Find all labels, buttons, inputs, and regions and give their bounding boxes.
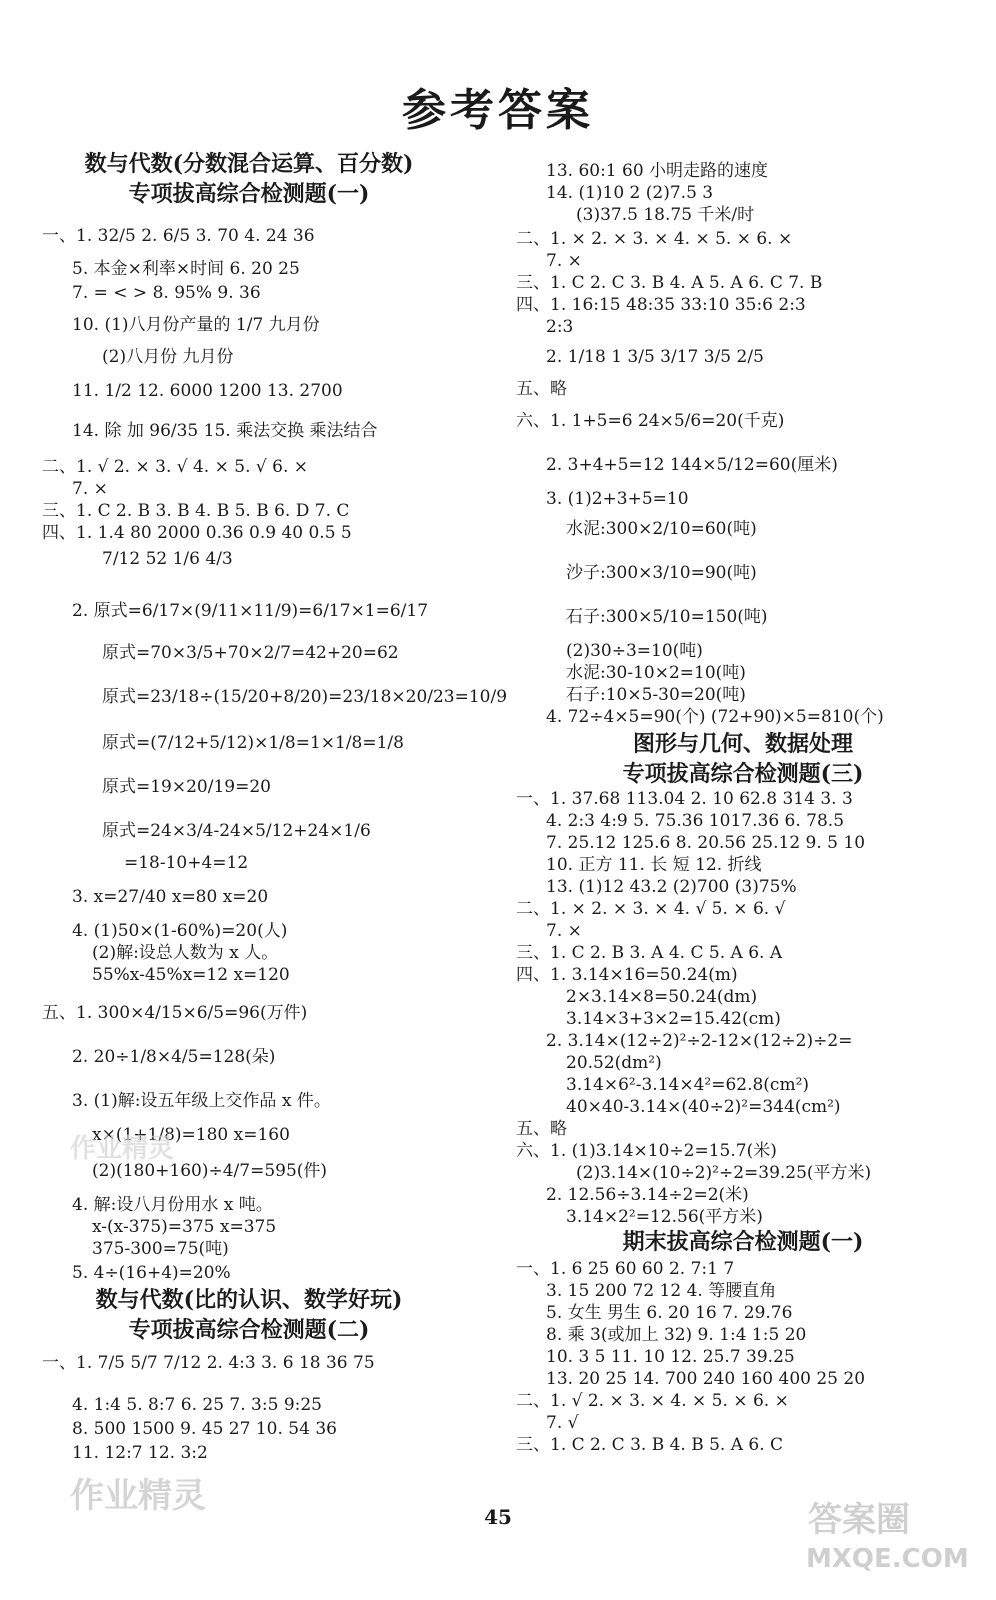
answer-line: 40×40-3.14×(40÷2)²=344(cm²) bbox=[566, 1097, 841, 1117]
answer-line: 14. 除 加 96/35 15. 乘法交换 乘法结合 bbox=[72, 421, 378, 441]
answer-line: 原式=24×3/4-24×5/12+24×1/6 bbox=[102, 821, 371, 841]
answer-line: 20.52(dm²) bbox=[566, 1053, 662, 1073]
answer-line: 一、1. 7/5 5/7 7/12 2. 4:3 3. 6 18 36 75 bbox=[42, 1353, 375, 1373]
answer-line: 沙子:300×3/10=90(吨) bbox=[566, 563, 757, 583]
answer-line: =18-10+4=12 bbox=[124, 853, 249, 873]
page-number: 45 bbox=[484, 1505, 512, 1529]
answer-line: 5. 本金×利率×时间 6. 20 25 bbox=[72, 259, 300, 279]
answer-line: 7/12 52 1/6 4/3 bbox=[102, 549, 233, 569]
answer-line: 4. 72÷4×5=90(个) (72+90)×5=810(个) bbox=[546, 707, 884, 727]
answer-line: 原式=70×3/5+70×2/7=42+20=62 bbox=[102, 643, 399, 663]
right-column bbox=[508, 0, 978, 1520]
answer-line: 13. (1)12 43.2 (2)700 (3)75% bbox=[546, 877, 797, 897]
answer-line: 8. 500 1500 9. 45 27 10. 54 36 bbox=[72, 1419, 337, 1439]
answer-line: 水泥:300×2/10=60(吨) bbox=[566, 519, 757, 539]
answer-line: 四、1. 3.14×16=50.24(m) bbox=[516, 965, 738, 985]
answer-line: (2)3.14×(10÷2)²÷2=39.25(平方米) bbox=[576, 1163, 872, 1183]
page-title: 参考答案 bbox=[402, 85, 594, 136]
section-heading: 数与代数(分数混合运算、百分数) bbox=[84, 151, 414, 177]
answer-line: 六、1. 1+5=6 24×5/6=20(千克) bbox=[516, 411, 785, 431]
section-heading: 专项拔高综合检测题(三) bbox=[622, 761, 864, 787]
answer-line: 一、1. 6 25 60 60 2. 7:1 7 bbox=[516, 1259, 735, 1279]
answer-line: 石子:10×5-30=20(吨) bbox=[566, 685, 746, 705]
answer-line: 10. 正方 11. 长 短 12. 折线 bbox=[546, 855, 762, 875]
answer-line: 3.14×6²-3.14×4²=62.8(cm²) bbox=[566, 1075, 810, 1095]
answer-line: (3)37.5 18.75 千米/时 bbox=[576, 205, 755, 225]
answer-line: 7. × bbox=[546, 251, 582, 271]
answer-line: 3. (1)解:设五年级上交作品 x 件。 bbox=[72, 1091, 331, 1111]
answer-line: 水泥:30-10×2=10(吨) bbox=[566, 663, 746, 683]
answer-line: (2)(180+160)÷4/7=595(件) bbox=[92, 1161, 328, 1181]
answer-line: 原式=23/18÷(15/20+8/20)=23/18×20/23=10/9 bbox=[102, 687, 508, 707]
answer-line: 10. 3 5 11. 10 12. 25.7 39.25 bbox=[546, 1347, 795, 1367]
answer-line: 4. (1)50×(1-60%)=20(人) bbox=[72, 921, 288, 941]
answer-line: 13. 20 25 14. 700 240 160 400 25 20 bbox=[546, 1369, 866, 1389]
answer-line: 2. 20÷1/8×4/5=128(朵) bbox=[72, 1047, 276, 1067]
answer-line: 375-300=75(吨) bbox=[92, 1239, 229, 1259]
answer-line: 四、1. 16:15 48:35 33:10 35:6 2:3 bbox=[516, 295, 806, 315]
answer-line: 2. 12.56÷3.14÷2=2(米) bbox=[546, 1185, 749, 1205]
section-heading: 数与代数(比的认识、数学好玩) bbox=[95, 1287, 403, 1313]
section-heading: 专项拔高综合检测题(一) bbox=[128, 181, 370, 207]
answer-line: 一、1. 32/5 2. 6/5 3. 70 4. 24 36 bbox=[42, 226, 315, 246]
answer-line: 3. (1)2+3+5=10 bbox=[546, 489, 689, 509]
answer-line: 2. 3+4+5=12 144×5/12=60(厘米) bbox=[546, 455, 838, 475]
answer-line: 二、1. √ 2. × 3. √ 4. × 5. √ 6. × bbox=[42, 457, 308, 477]
answer-line: 2. 3.14×(12÷2)²÷2-12×(12÷2)÷2= bbox=[546, 1031, 853, 1051]
watermark-bottom-right-url: MXQE.COM bbox=[806, 1544, 969, 1574]
answer-line: 4. 1:4 5. 8:7 6. 25 7. 3:5 9:25 bbox=[72, 1395, 322, 1415]
answer-line: 2:3 bbox=[546, 317, 574, 337]
answer-line: 11. 12:7 12. 3:2 bbox=[72, 1443, 208, 1463]
answer-line: 3. x=27/40 x=80 x=20 bbox=[72, 887, 269, 907]
answer-line: 3. 15 200 72 12 4. 等腰直角 bbox=[546, 1281, 777, 1301]
watermark-bottom-left: 作业精灵 bbox=[70, 1476, 206, 1516]
answer-line: x-(x-375)=375 x=375 bbox=[92, 1217, 277, 1237]
answer-line: (2)解:设总人数为 x 人。 bbox=[92, 943, 279, 963]
watermark-bottom-right: 答案圈 bbox=[808, 1500, 910, 1540]
answer-line: 11. 1/2 12. 6000 1200 13. 2700 bbox=[72, 381, 343, 401]
answer-line: 五、略 bbox=[516, 379, 567, 399]
section-heading: 专项拔高综合检测题(二) bbox=[128, 1317, 370, 1343]
answer-line: 5. 4÷(16+4)=20% bbox=[72, 1263, 231, 1283]
answer-line: 4. 解:设八月份用水 x 吨。 bbox=[72, 1195, 273, 1215]
answer-line: 五、略 bbox=[516, 1119, 567, 1139]
answer-line: 7. = < > 8. 95% 9. 36 bbox=[72, 283, 261, 303]
answer-line: 7. × bbox=[546, 921, 582, 941]
answer-line: 55%x-45%x=12 x=120 bbox=[92, 965, 290, 985]
answer-line: 2×3.14×8=50.24(dm) bbox=[566, 987, 758, 1007]
section-heading: 期末拔高综合检测题(一) bbox=[622, 1229, 864, 1255]
answer-line: 六、1. (1)3.14×10÷2=15.7(米) bbox=[516, 1141, 777, 1161]
answer-line: 3.14×3+3×2=15.42(cm) bbox=[566, 1009, 781, 1029]
answer-line: 石子:300×5/10=150(吨) bbox=[566, 607, 768, 627]
answer-line: x×(1+1/8)=180 x=160 bbox=[92, 1125, 290, 1145]
answer-line: (2)30÷3=10(吨) bbox=[566, 641, 703, 661]
answer-line: 二、1. √ 2. × 3. × 4. × 5. × 6. × bbox=[516, 1391, 789, 1411]
answer-line: 二、1. × 2. × 3. × 4. √ 5. × 6. √ bbox=[516, 899, 786, 919]
answer-line: 四、1. 1.4 80 2000 0.36 0.9 40 0.5 5 bbox=[42, 523, 352, 543]
answer-line: (2)八月份 九月份 bbox=[102, 347, 234, 367]
answer-line: 4. 2:3 4:9 5. 75.36 1017.36 6. 78.5 bbox=[546, 811, 845, 831]
answer-line: 14. (1)10 2 (2)7.5 3 bbox=[546, 183, 714, 203]
answer-line: 三、1. C 2. C 3. B 4. B 5. A 6. C bbox=[516, 1435, 784, 1455]
answer-line: 7. √ bbox=[546, 1413, 579, 1433]
answer-line: 五、1. 300×4/15×6/5=96(万件) bbox=[42, 1003, 308, 1023]
answer-line: 原式=(7/12+5/12)×1/8=1×1/8=1/8 bbox=[102, 733, 404, 753]
answer-line: 2. 原式=6/17×(9/11×11/9)=6/17×1=6/17 bbox=[72, 601, 429, 621]
answer-line: 原式=19×20/19=20 bbox=[102, 777, 271, 797]
answer-line: 三、1. C 2. B 3. A 4. C 5. A 6. A bbox=[516, 943, 783, 963]
answer-line: 二、1. × 2. × 3. × 4. × 5. × 6. × bbox=[516, 229, 793, 249]
answer-line: 一、1. 37.68 113.04 2. 10 62.8 314 3. 3 bbox=[516, 789, 853, 809]
answer-line: 7. 25.12 125.6 8. 20.56 25.12 9. 5 10 bbox=[546, 833, 866, 853]
answer-line: 三、1. C 2. C 3. B 4. A 5. A 6. C 7. B bbox=[516, 273, 823, 293]
answer-line: 5. 女生 男生 6. 20 16 7. 29.76 bbox=[546, 1303, 793, 1323]
answer-line: 10. (1)八月份产量的 1/7 九月份 bbox=[72, 315, 320, 335]
answer-line: 13. 60:1 60 小明走路的速度 bbox=[546, 161, 769, 181]
answer-line: 7. × bbox=[72, 479, 108, 499]
section-heading: 图形与几何、数据处理 bbox=[632, 731, 853, 757]
answer-line: 2. 1/18 1 3/5 3/17 3/5 2/5 bbox=[546, 347, 764, 367]
answer-line: 三、1. C 2. B 3. B 4. B 5. B 6. D 7. C bbox=[42, 501, 350, 521]
answer-line: 3.14×2²=12.56(平方米) bbox=[566, 1207, 763, 1227]
answer-line: 8. 乘 3(或加上 32) 9. 1:4 1:5 20 bbox=[546, 1325, 807, 1345]
watermark-mid: 作业精灵 bbox=[70, 1134, 175, 1164]
